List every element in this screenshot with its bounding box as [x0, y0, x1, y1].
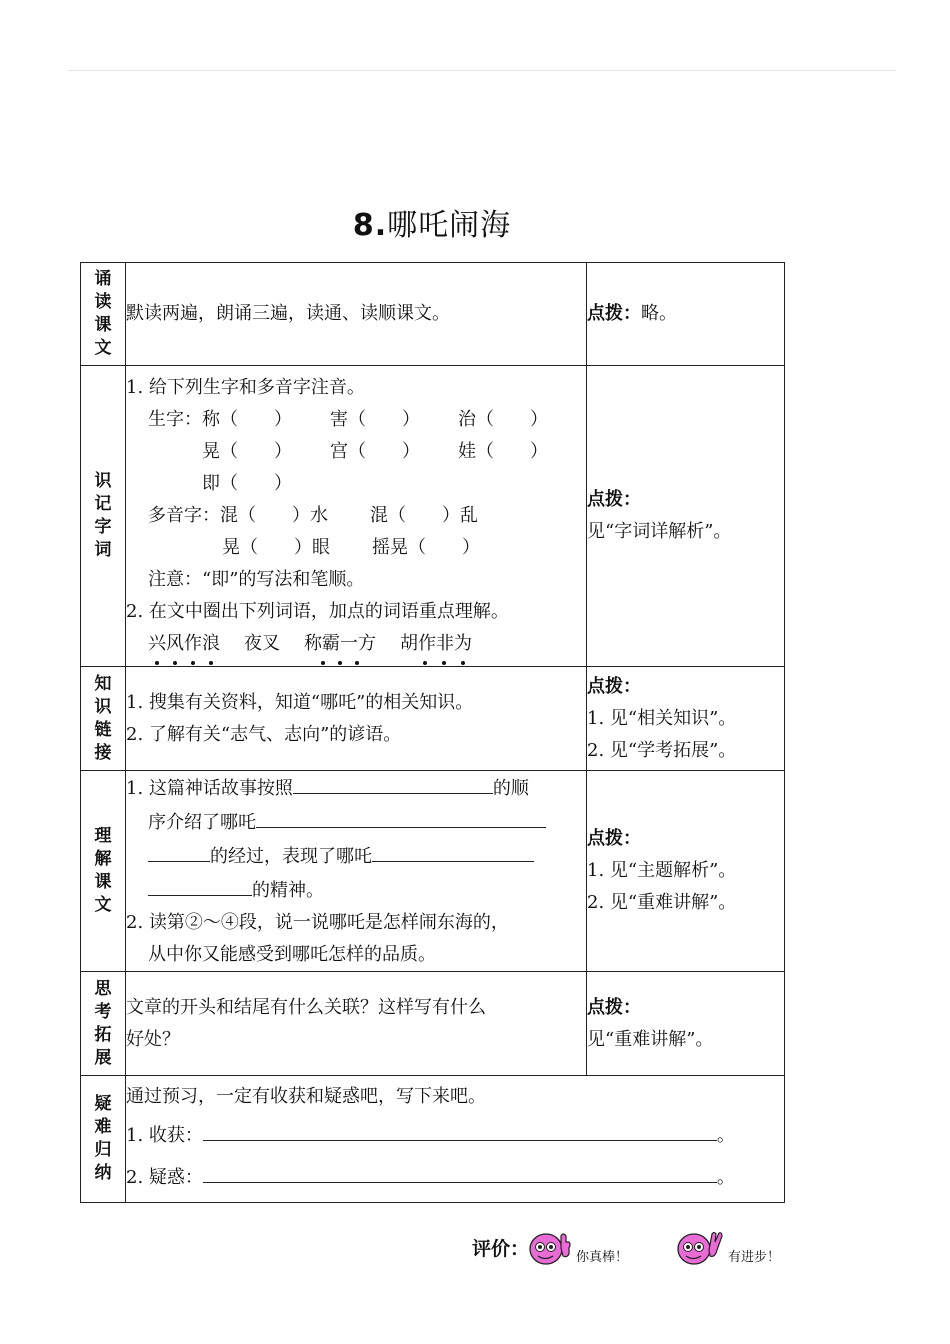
- row-knowledge: [81, 667, 785, 771]
- words-content: 1. 给下列生字和多音字注音。 生字：称（ ） 害（ ） 治（ ） 晃（ ） 宫（ ） 娃（ ） 即（ ） 多音字：混（ ）水 混（ ）乱 晃（ ）眼 摇晃（ ） 注意：“即”的写法和笔顺。 2. 在文中圈出下列词语，加点的词语重点理解。 兴风作浪 夜叉 称霸一方 胡作非为: [126, 366, 587, 667]
- gain-input[interactable]: [203, 1118, 717, 1141]
- label-knowledge: 知 识 链 接: [81, 667, 126, 771]
- label-thinking: 思 考 拓 展: [81, 972, 126, 1076]
- poly-row1: 多音字：混（ ）水 混（ ）乱: [148, 505, 478, 526]
- page-title: [0, 200, 864, 244]
- reading-content: 默读两遍，朗诵三遍，读通、读顺课文。: [126, 263, 587, 366]
- new-chars-row3: 即（ ）: [202, 473, 292, 494]
- thinking-content: 文章的开头和结尾有什么关联？这样写有什么 好处？: [126, 972, 587, 1076]
- evaluation-label: 评价：: [472, 1238, 530, 1260]
- preview-table: [80, 262, 785, 1203]
- words-tips: 点拨： 见“字词详解析”。: [587, 366, 785, 667]
- thumbs-up-face-icon[interactable]: [528, 1228, 572, 1268]
- label-understanding: 理 解 课 文: [81, 771, 126, 972]
- answer-blank[interactable]: [372, 839, 534, 862]
- reading-tips: 点拨：略。: [587, 263, 785, 366]
- praise-caption: 你真棒！: [576, 1250, 629, 1265]
- phrase: 夜叉: [244, 633, 280, 654]
- new-chars-row1: 生字：称（ ） 害（ ） 治（ ）: [148, 409, 548, 430]
- questions-content: 通过预习，一定有收获和疑惑吧，写下来吧。 1. 收获： 。 2. 疑惑： 。: [126, 1076, 785, 1203]
- progress-caption: 有进步！: [728, 1250, 781, 1265]
- label-words: 识 记 字 词: [81, 366, 126, 667]
- phrase-dotted: 兴风作浪: [148, 628, 220, 660]
- answer-blank[interactable]: [256, 805, 546, 828]
- doubt-input[interactable]: [203, 1160, 717, 1183]
- knowledge-tips: 点拨： 1. 见“相关知识”。 2. 见“学考拓展”。: [587, 667, 785, 771]
- phrase-list: [126, 628, 586, 660]
- lesson-title: 哪吒闹海: [387, 208, 512, 243]
- phrase-dotted: 称霸一方: [304, 628, 376, 660]
- header-rule: [68, 70, 896, 71]
- thinking-tips: 点拨： 见“重难讲解”。: [587, 972, 785, 1076]
- answer-blank[interactable]: [148, 839, 210, 862]
- row-understanding: [81, 771, 785, 972]
- label-questions: 疑 难 归 纳: [81, 1076, 126, 1203]
- knowledge-content: 1. 搜集有关资料，知道“哪吒”的相关知识。 2. 了解有关“志气、志向”的谚语。: [126, 667, 587, 771]
- understanding-tips: 点拨： 1. 见“主题解析”。 2. 见“重难讲解”。: [587, 771, 785, 972]
- poly-row2: 晃（ ）眼 摇晃（ ）: [222, 537, 480, 558]
- row-reading: [81, 263, 785, 366]
- new-chars-row2: 晃（ ） 宫（ ） 娃（ ）: [202, 441, 548, 462]
- lesson-number: 8.: [352, 208, 388, 243]
- victory-face-icon[interactable]: [676, 1228, 724, 1268]
- answer-blank[interactable]: [148, 873, 252, 896]
- row-words: [81, 366, 785, 667]
- row-questions: [81, 1076, 785, 1203]
- phrase-dotted: 胡作非为: [400, 628, 472, 660]
- answer-blank[interactable]: [293, 771, 493, 794]
- row-thinking: [81, 972, 785, 1076]
- understanding-content: 1. 这篇神话故事按照 的顺 序介绍了哪吒 的经过，表现了哪吒 的精神。 2. 读第②～④段，说一说哪吒是怎样闹东海的， 从中你又能感受到哪吒怎样的品质。: [126, 771, 587, 972]
- label-reading: 诵 读 课 文: [81, 263, 126, 366]
